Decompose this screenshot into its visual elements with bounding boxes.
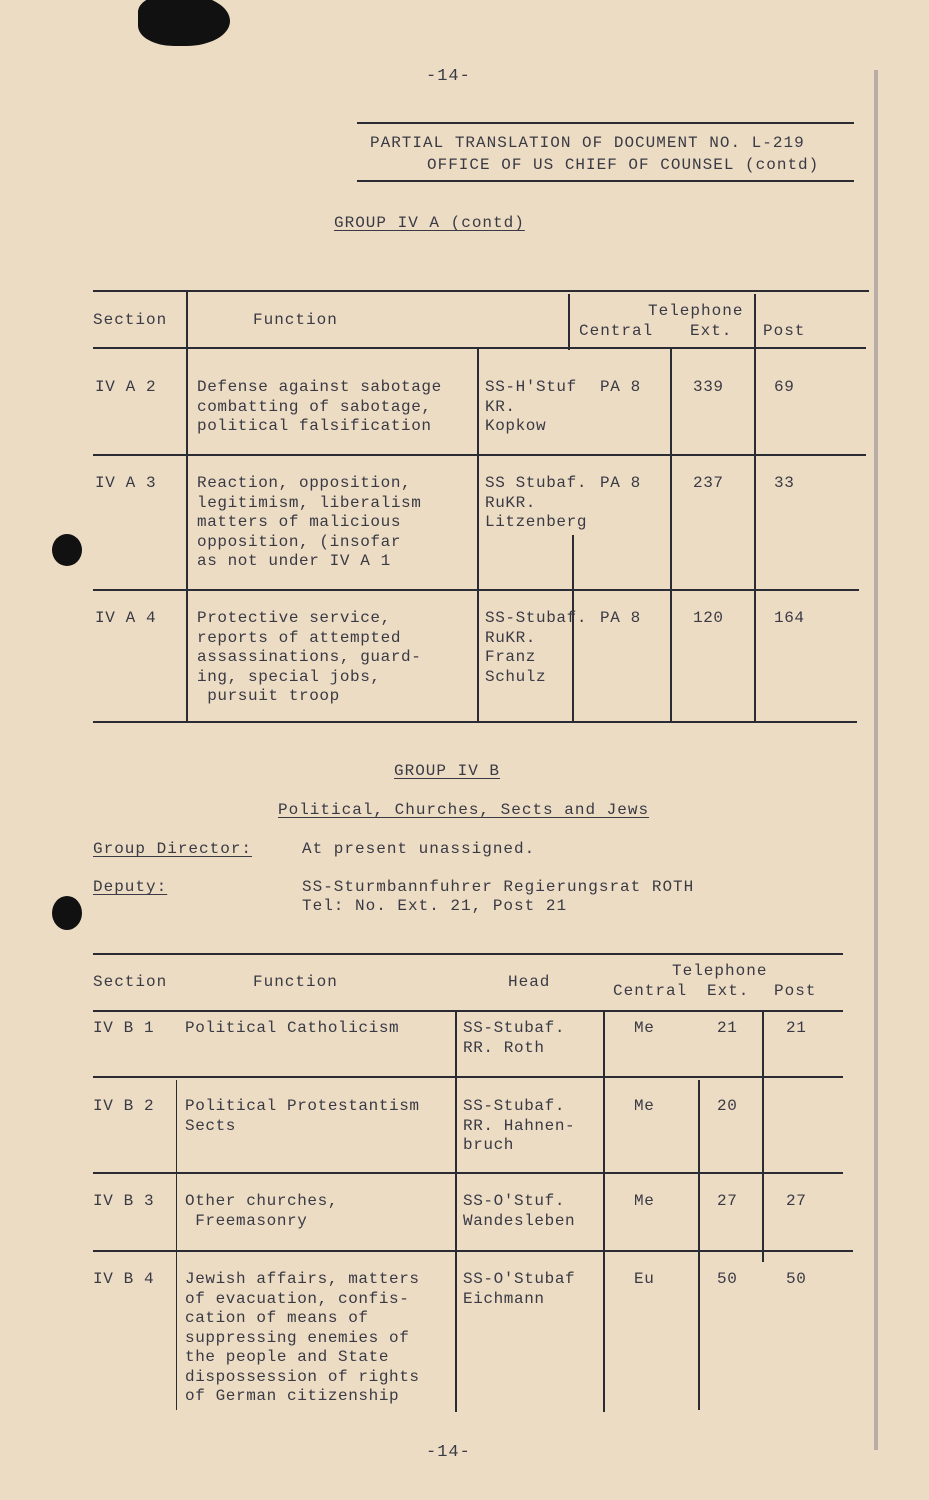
group-ivb-title: GROUP IV B [394,762,501,780]
table1-col-rule [186,292,188,722]
table2-col-rule [603,1012,605,1412]
table2-row-rule [93,1172,843,1174]
table1-header-post: Post [763,322,806,340]
table1-bottom-rule [93,721,857,723]
table2-top-rule [93,953,843,955]
table1-header-telephone: Telephone [648,302,744,320]
table-row-central: PA 8 [600,474,641,492]
table2-header-rule [93,1010,843,1012]
table1-header-section: Section [93,311,168,329]
table-row-function: Political Catholicism [185,1019,400,1037]
table-row-section: IV B 4 [93,1270,155,1288]
deputy-line-2: Tel: No. Ext. 21, Post 21 [302,897,568,915]
table2-header-ext: Ext. [707,982,750,1000]
table-row-section: IV A 4 [95,609,157,627]
table2-col-rule [698,1080,700,1410]
table1-col-rule [477,349,479,722]
table-row-section: IV B 3 [93,1192,155,1210]
table-row-central: PA 8 [600,609,641,627]
table1-header-ext: Ext. [690,322,733,340]
ink-blot-top [138,0,230,46]
page-edge-shadow [874,70,878,1450]
table-row-post: 21 [786,1019,807,1037]
table-row-function: Jewish affairs, matters of evacuation, confis- cation of means of suppressing enemies of the people and State dispossession of rights of German citizenship [185,1270,420,1405]
header-rule-top [357,122,854,124]
table-row-head: SS-Stubaf. RR. Roth [463,1019,566,1057]
table-row-ext: 27 [717,1192,738,1210]
table-row-section: IV B 2 [93,1097,155,1115]
table1-row-rule [93,589,859,591]
table1-header-rule [93,347,866,349]
table2-row-rule [93,1250,853,1252]
header-rule-bottom [357,180,854,182]
table2-header-section: Section [93,973,168,991]
table-row-head: SS-O'Stuf. Wandesleben [463,1192,576,1230]
punch-hole-upper [52,534,82,566]
table-row-ext: 50 [717,1270,738,1288]
table-row-ext: 237 [693,474,724,492]
table1-row-rule [93,454,866,456]
deputy-line-1: SS-Sturmbannfuhrer Regierungsrat ROTH [302,878,695,896]
table-row-section: IV A 2 [95,378,157,396]
table-row-function: Protective service, reports of attempted assassinations, guard- ing, special jobs, pursuit troop [197,609,422,705]
table2-col-rule [762,1012,764,1262]
table-row-section: IV B 1 [93,1019,155,1037]
group-director-value: At present unassigned. [302,840,536,858]
table-row-post: 50 [786,1270,807,1288]
table-row-central: Me [634,1019,655,1037]
group-iva-title: GROUP IV A (contd) [334,214,525,232]
table-row-ext: 339 [693,378,724,396]
group-ivb-subtitle: Political, Churches, Sects and Jews [278,801,650,819]
table-row-post: 69 [774,378,795,396]
table1-top-rule [93,290,869,292]
table-row-ext: 21 [717,1019,738,1037]
table-row-function: Reaction, opposition, legitimism, liberalism matters of malicious opposition, (insofar as not under IV A 1 [197,474,422,570]
table-row-head: SS-H'Stuf KR. Kopkow [485,378,577,435]
header-line-2: OFFICE OF US CHIEF OF COUNSEL (contd) [427,156,820,174]
table1-col-rule [670,349,672,722]
table2-row-rule [93,1076,843,1078]
table2-col-rule [176,1080,177,1410]
table-row-post: 33 [774,474,795,492]
table2-header-function: Function [253,973,338,991]
table2-header-post: Post [774,982,817,1000]
table-row-function: Other churches, Freemasonry [185,1192,339,1230]
header-line-1: PARTIAL TRANSLATION OF DOCUMENT NO. L-219 [370,134,805,152]
page-number-top: -14- [426,67,471,86]
page-number-bottom: -14- [426,1443,471,1462]
table-row-central: Me [634,1192,655,1210]
table-row-central: Me [634,1097,655,1115]
table-row-head: SS-Stubaf. RuKR. Franz Schulz [485,609,588,686]
table1-col-rule [568,294,570,350]
table-row-post: 164 [774,609,805,627]
table-row-section: IV A 3 [95,474,157,492]
table2-col-rule [455,1012,457,1412]
deputy-label: Deputy: [93,878,168,896]
table-row-head: SS Stubaf. RuKR. Litzenberg [485,474,588,531]
table-row-central: PA 8 [600,378,641,396]
table-row-head: SS-Stubaf. RR. Hahnen- bruch [463,1097,576,1154]
table-row-post: 27 [786,1192,807,1210]
table-row-ext: 120 [693,609,724,627]
table-row-ext: 20 [717,1097,738,1115]
table-row-head: SS-O'Stubaf Eichmann [463,1270,576,1308]
table1-header-central: Central [579,322,654,340]
punch-hole-lower [52,896,82,930]
table-row-function: Defense against sabotage combatting of sabotage, political falsification [197,378,442,435]
group-director-label: Group Director: [93,840,253,858]
table1-col-rule [754,294,756,722]
table1-header-function: Function [253,311,338,329]
table-row-central: Eu [634,1270,655,1288]
table2-header-telephone: Telephone [672,962,768,980]
table2-header-head: Head [508,973,551,991]
table2-header-central: Central [613,982,688,1000]
table-row-function: Political Protestantism Sects [185,1097,420,1135]
